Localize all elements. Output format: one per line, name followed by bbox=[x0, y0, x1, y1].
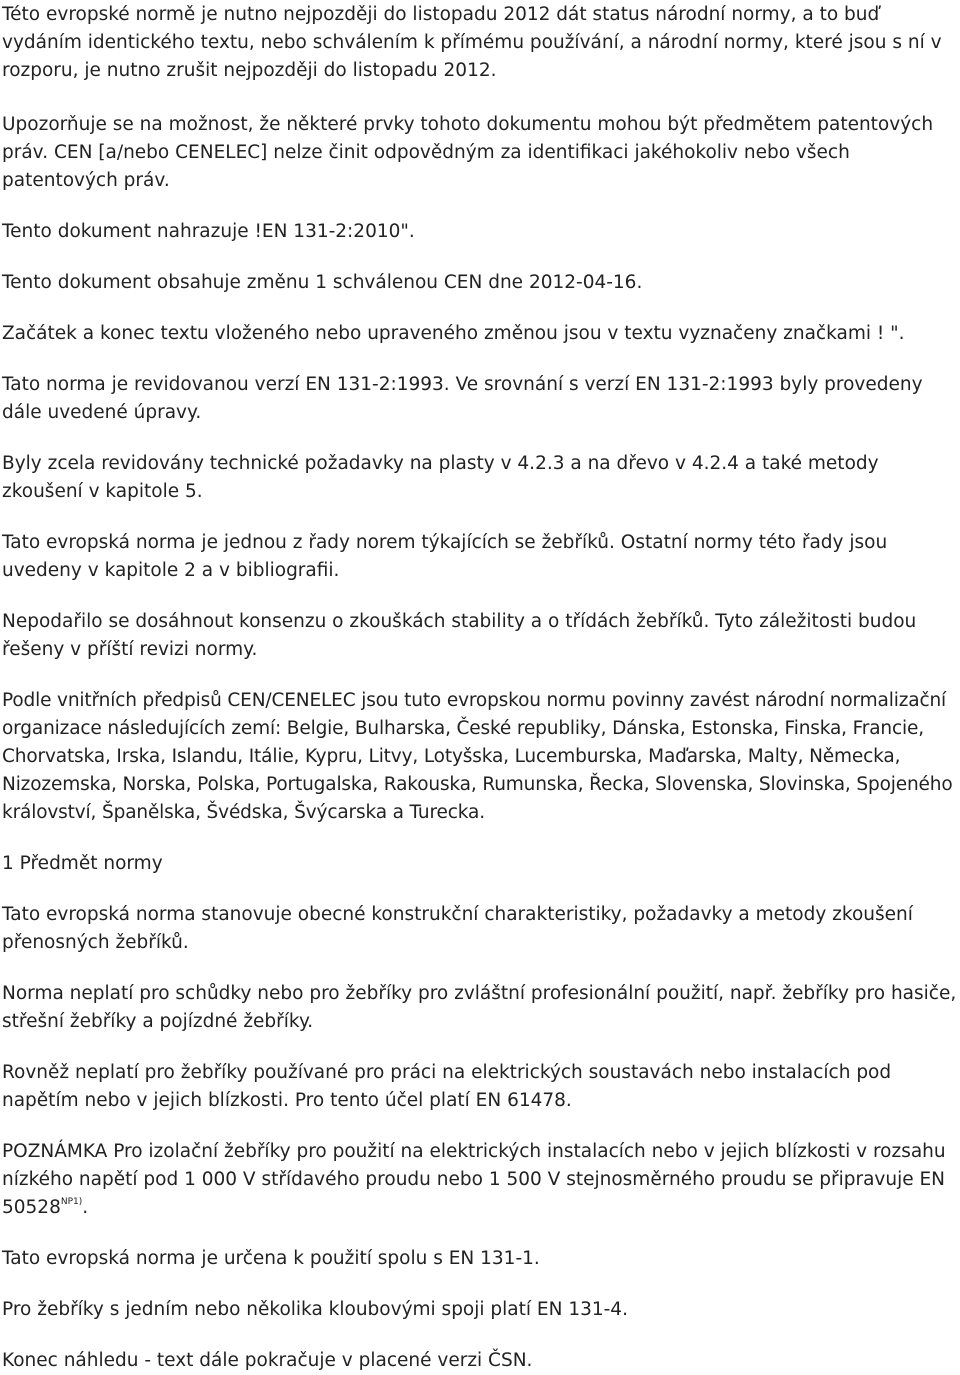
paragraph-patent-notice: Upozorňuje se na možnost, že některé prvky tohoto dokumentu mohou být předmětem patentových práv. CEN [a/nebo CENELEC] nelze činit odpovědným za identifikaci jakéhokoliv nebo všech patentových práv. bbox=[2, 114, 934, 191]
paragraph-amendment-markers: Začátek a konec textu vloženého nebo upraveného změnou jsou v textu vyznačeny značkami ! ". bbox=[2, 323, 905, 344]
note-text: POZNÁMKA Pro izolační žebříky pro použití na elektrických instalacích nebo v jejich blízkosti v rozsahu nízkého napětí pod 1 000 V střídavého proudu nebo 1 500 V stejnosměrného proudu se připravuje EN 50528 bbox=[2, 1141, 946, 1218]
paragraph-revision: Tato norma je revidovanou verzí EN 131-2:1993. Ve srovnání s verzí EN 131-2:1993 byly provedeny dále uvedené úpravy. bbox=[2, 374, 923, 423]
paragraph-scope: Tato evropská norma stanovuje obecné konstrukční charakteristiky, požadavky a metody zkoušení přenosných žebříků. bbox=[2, 904, 913, 953]
paragraph-exclusions: Norma neplatí pro schůdky nebo pro žebříky pro zvláštní profesionální použití, např. žebříky pro hasiče, střešní žebříky a pojízdné žebříky. bbox=[2, 983, 957, 1032]
note-paragraph bbox=[2, 1138, 960, 1222]
paragraph-no-consensus: Nepodařilo se dosáhnout konsenzu o zkouškách stability a o třídách žebříků. Tyto záležitosti budou řešeny v příští revizi normy. bbox=[2, 611, 917, 660]
paragraph-live-work-exclusion: Rovněž neplatí pro žebříky používané pro práci na elektrických soustavách nebo instalacích pod napětím nebo v jejich blízkosti. Pro tento účel platí EN 61478. bbox=[2, 1062, 892, 1111]
paragraph-use-with: Tato evropská norma je určena k použití spolu s EN 131-1. bbox=[2, 1248, 540, 1269]
paragraph-national-status: Této evropské normě je nutno nejpozději do listopadu 2012 dát status národní normy, a to buď vydáním identického textu, nebo schválením k přímému používání, a národní normy, které jsou s ní v rozporu, je nutno zrušit nejpozději do listopadu 2012. bbox=[2, 4, 942, 81]
paragraph-amendment: Tento dokument obsahuje změnu 1 schválenou CEN dne 2012-04-16. bbox=[2, 272, 643, 293]
paragraph-articulated-ladders: Pro žebříky s jedním nebo několika kloubovými spoji platí EN 131-4. bbox=[2, 1299, 628, 1320]
paragraph-revised-requirements: Byly zcela revidovány technické požadavky na plasty v 4.2.3 a na dřevo v 4.2.4 a také metody zkoušení v kapitole 5. bbox=[2, 453, 879, 502]
preview-end-notice: Konec náhledu - text dále pokračuje v placené verzi ČSN. bbox=[2, 1350, 533, 1371]
paragraph-member-countries: Podle vnitřních předpisů CEN/CENELEC jsou tuto evropskou normu povinny zavést národní normalizační organizace následujících zemí: Belgie, Bulharska, České republiky, Dánska, Estonska, Finska, Francie, Chorvatska, Irska, Islandu, Itálie, Kypru, Litvy, Lotyšska, Lucemburska, Maďarska, Malty, Německa, Nizozemska, Norska, Polska, Portugalska, Rakouska, Rumunska, Řecka, Slovenska, Slovinska, Spojeného království, Španělska, Švédska, Švýcarska a Turecka. bbox=[2, 690, 953, 823]
paragraph-supersedes: Tento dokument nahrazuje !EN 131-2:2010". bbox=[2, 221, 415, 242]
paragraph-series: Tato evropská norma je jednou z řady norem týkajících se žebříků. Ostatní normy této řady jsou uvedeny v kapitole 2 a v bibliografii. bbox=[2, 532, 888, 581]
footnote-reference: NP1) bbox=[60, 1196, 83, 1207]
note-end: . bbox=[82, 1197, 89, 1218]
section-heading-scope: 1 Předmět normy bbox=[2, 853, 163, 874]
